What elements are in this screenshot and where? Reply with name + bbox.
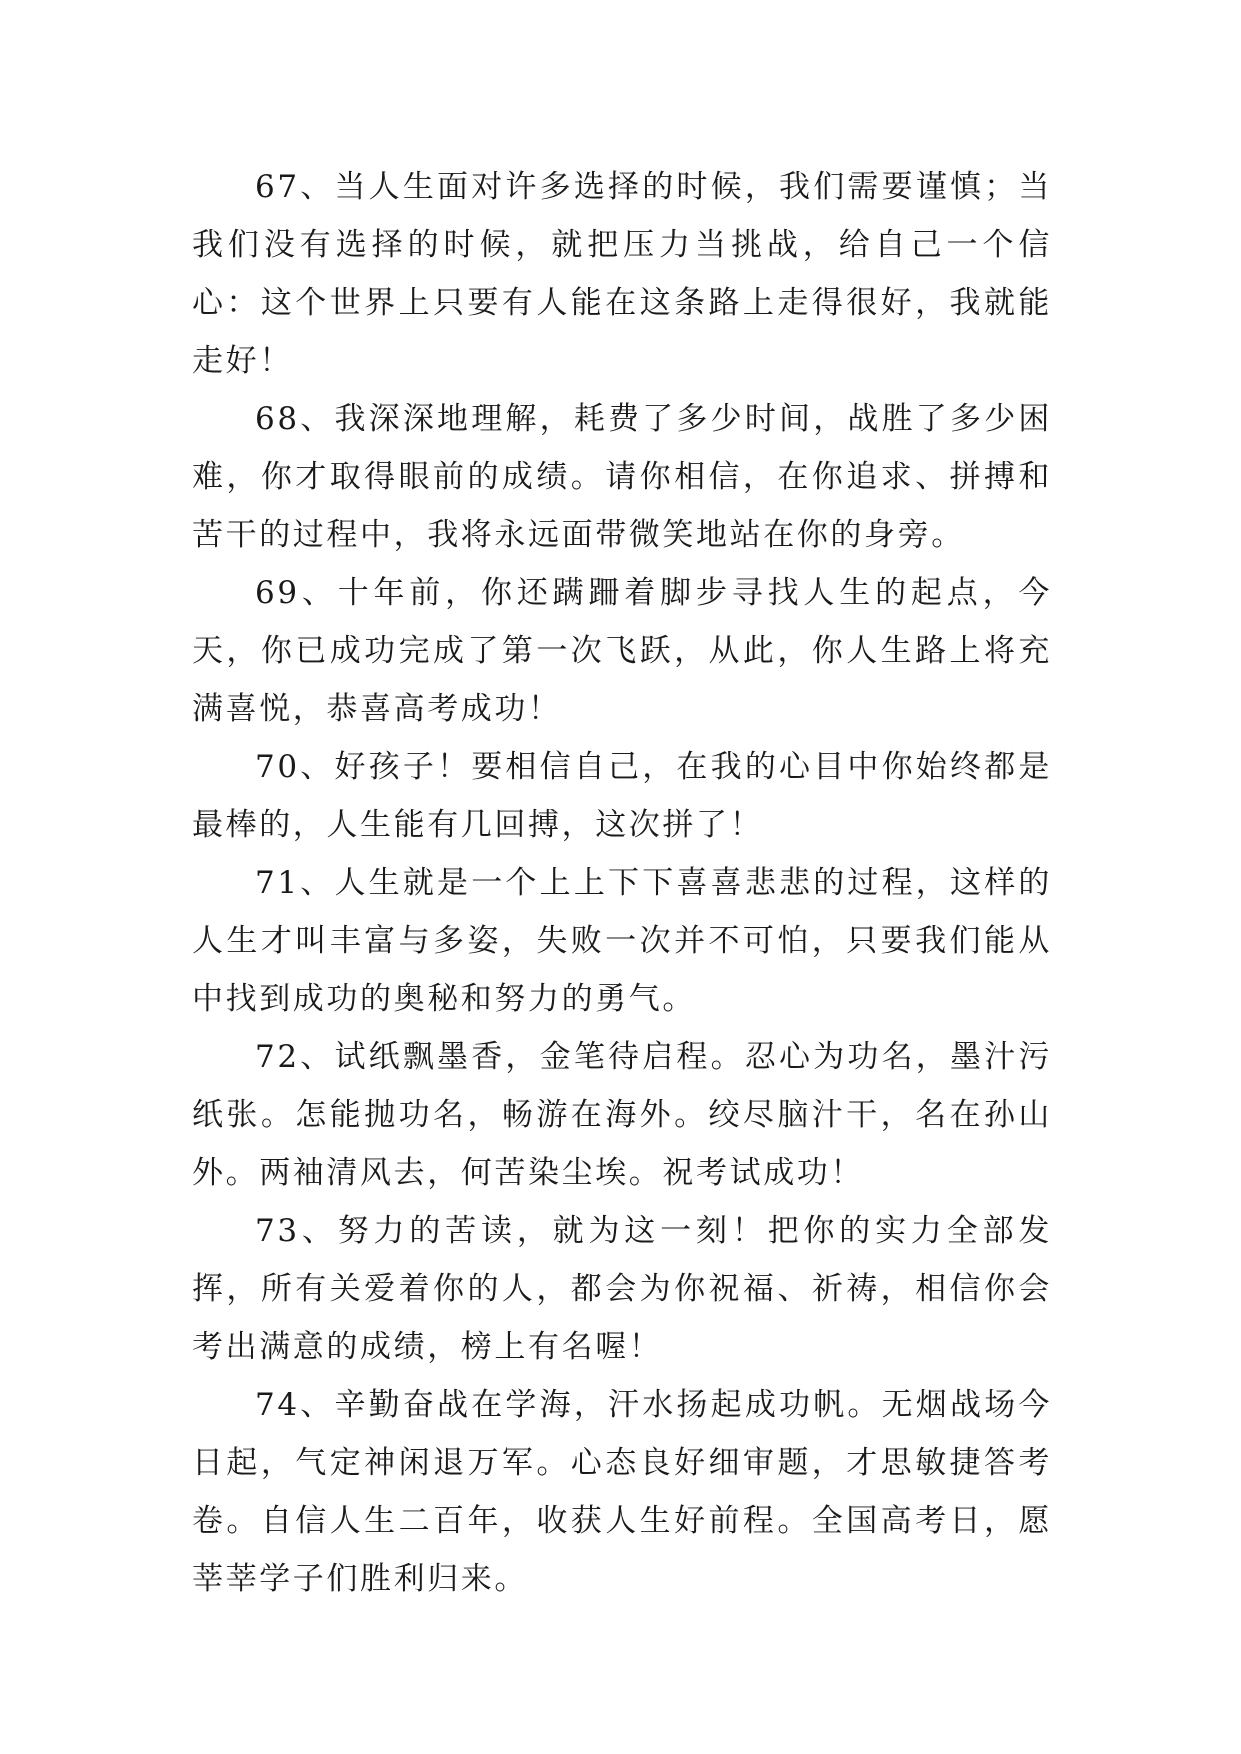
paragraph-68: 68、我深深地理解，耗费了多少时间，战胜了多少困难，你才取得眼前的成绩。请你相信，在你追求、拼搏和苦干的过程中，我将永远面带微笑地站在你的身旁。 [192, 401, 1052, 553]
paragraph-72: 72、试纸飘墨香，金笔待启程。忍心为功名，墨汁污纸张。怎能抛功名，畅游在海外。绞尽脑汁干，名在孙山外。两袖清风去，何苦染尘埃。祝考试成功！ [192, 1039, 1052, 1191]
document-body [192, 158, 1052, 1608]
paragraph-67: 67、当人生面对许多选择的时候，我们需要谨慎；当我们没有选择的时候，就把压力当挑战，给自己一个信心：这个世界上只要有人能在这条路上走得很好，我就能走好！ [192, 169, 1052, 379]
paragraph-69: 69、十年前，你还蹒跚着脚步寻找人生的起点，今天，你已成功完成了第一次飞跃，从此，你人生路上将充满喜悦，恭喜高考成功！ [192, 575, 1052, 727]
paragraph-74: 74、辛勤奋战在学海，汗水扬起成功帆。无烟战场今日起，气定神闲退万军。心态良好细审题，才思敏捷答考卷。自信人生二百年，收获人生好前程。全国高考日，愿莘莘学子们胜利归来。 [192, 1387, 1052, 1597]
paragraph-71: 71、人生就是一个上上下下喜喜悲悲的过程，这样的人生才叫丰富与多姿，失败一次并不可怕，只要我们能从中找到成功的奥秘和努力的勇气。 [192, 865, 1052, 1017]
paragraph-70: 70、好孩子！要相信自己，在我的心目中你始终都是最棒的，人生能有几回搏，这次拼了！ [192, 749, 1052, 843]
paragraph-73: 73、努力的苦读，就为这一刻！把你的实力全部发挥，所有关爱着你的人，都会为你祝福、祈祷，相信你会考出满意的成绩，榜上有名喔！ [192, 1213, 1052, 1365]
